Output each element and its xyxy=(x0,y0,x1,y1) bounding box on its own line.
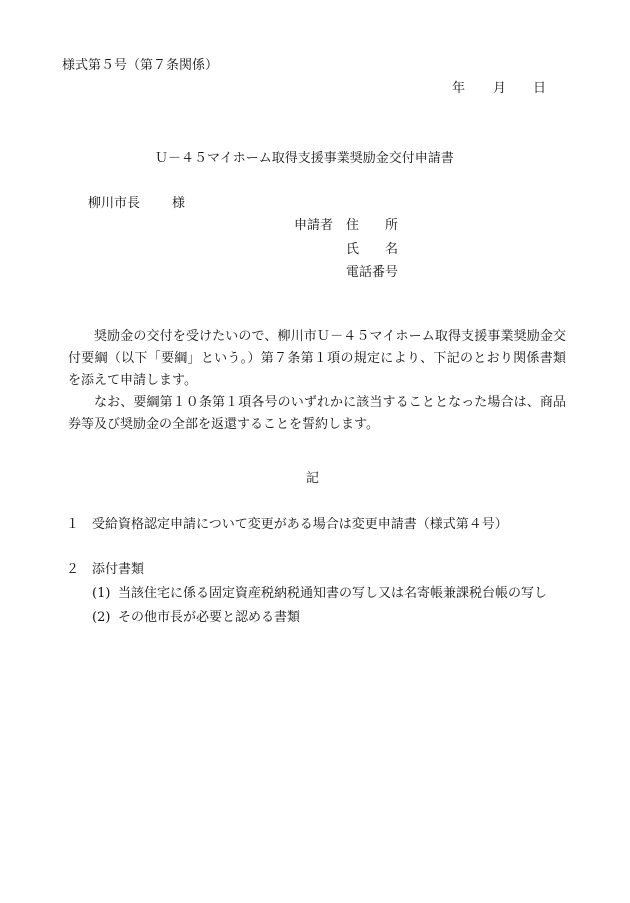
document-title: Ｕ－４５マイホーム取得支援事業奨励金交付申請書 xyxy=(155,151,454,166)
sub-item-2-number: (2) xyxy=(92,610,111,625)
item-1-text: 受給資格認定申請について変更がある場合は変更申請書（様式第４号） xyxy=(92,517,508,532)
date-month: 月 xyxy=(493,81,507,96)
addressee-name: 柳川市長 xyxy=(88,196,141,211)
body-paragraph-2: なお、要綱第１０条第１項各号のいずれかに該当することとなった場合は、商品券等及び奨励金の全部を返還することを誓約します。 xyxy=(68,395,566,432)
item-2-text: 添付書類 xyxy=(92,562,145,577)
ki-heading: 記 xyxy=(306,471,320,486)
body-paragraph-1: 奨励金の交付を受けたいので、柳川市Ｕ－４５マイホーム取得支援事業奨励金交付要綱（以下「要綱」という。）第７条第１項の規定により、下記のとおり関係書類を添えて申請します。 xyxy=(68,329,566,388)
applicant-phone-label: 電話番号 xyxy=(346,265,399,280)
sub-item-2-text: その他市長が必要と認める書類 xyxy=(118,610,301,625)
sub-item-1-number: (1) xyxy=(92,586,111,601)
applicant-label: 申請者 xyxy=(294,218,334,233)
item-2-number: ２ xyxy=(66,562,80,577)
applicant-name-label: 氏 名 xyxy=(346,242,399,257)
date-year: 年 xyxy=(452,81,466,96)
item-1-number: １ xyxy=(66,517,80,532)
date-day: 日 xyxy=(533,81,547,96)
sub-item-1-text: 当該住宅に係る固定資産税納税通知書の写し又は名寄帳兼課税台帳の写し xyxy=(118,586,548,601)
form-number: 様式第５号（第７条関係） xyxy=(62,58,219,73)
applicant-address-label: 住 所 xyxy=(346,218,399,233)
addressee-honorific: 様 xyxy=(172,196,186,211)
